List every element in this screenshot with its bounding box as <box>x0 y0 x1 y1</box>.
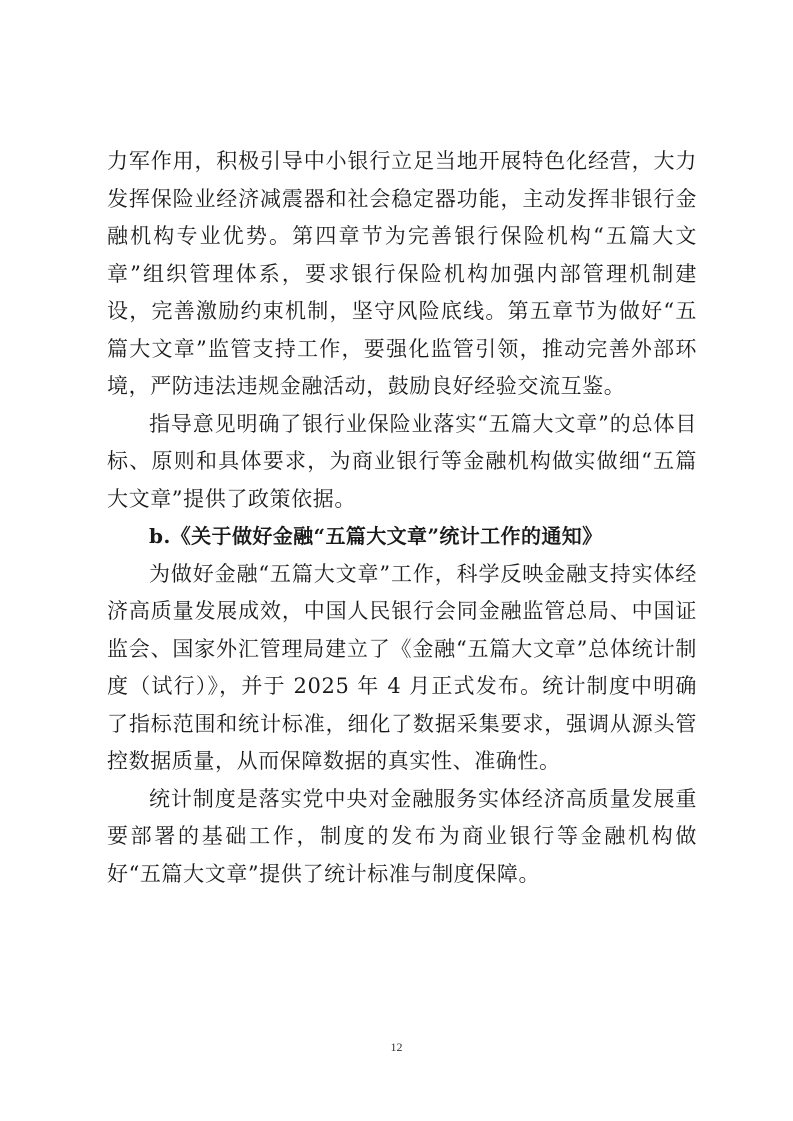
page-number: 12 <box>390 1040 403 1054</box>
body-paragraph-statistics-significance: 统计制度是落实党中央对金融服务实体经济高质量发展重要部署的基础工作，制度的发布为商业银行等金融机构做好“五篇大文章”提供了统计标准与制度保障。 <box>107 786 697 886</box>
section-heading: b.《关于做好金融“五篇大文章”统计工作的通知》 <box>149 524 603 548</box>
body-paragraph-statistics-system: 为做好金融“五篇大文章”工作，科学反映金融支持实体经济高质量发展成效，中国人民银行会同金融监管总局、中国证监会、国家外汇管理局建立了《金融“五篇大文章”总体统计制度（试行）》，并于 2025 年 4 月正式发布。统计制度中明确了指标范围和统计标准，细化了数据采集要求，强调从源头管控数据质量，从而保障数据的真实性、准确性。 <box>107 561 697 773</box>
body-paragraph-continued: 力军作用，积极引导中小银行立足当地开展特色化经营，大力发挥保险业经济减震器和社会稳定器功能，主动发挥非银行金融机构专业优势。第四章节为完善银行保险机构“五篇大文章”组织管理体系，要求银行保险机构加强内部管理机制建设，完善激励约束机制，坚守风险底线。第五章节为做好“五篇大文章”监管支持工作，要强化监管引领，推动完善外部环境，严防违法违规金融活动，鼓励良好经验交流互鉴。 <box>107 149 697 398</box>
body-paragraph-guidance-summary: 指导意见明确了银行业保险业落实“五篇大文章”的总体目标、原则和具体要求，为商业银行等金融机构做实做细“五篇大文章”提供了政策依据。 <box>107 411 697 511</box>
document-body <box>107 143 697 893</box>
